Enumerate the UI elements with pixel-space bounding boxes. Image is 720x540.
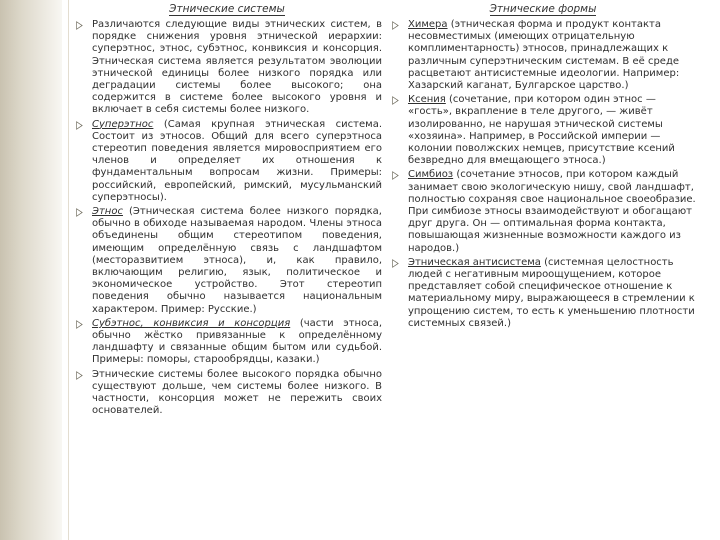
item-term: Этнос: [92, 206, 123, 218]
item-term: Химера: [408, 19, 448, 30]
item-text: (сочетание этносов, при котором каждый занимает свою экологическую нишу, свой ландшафт, полностью сохраняя свое национальное своеобразие. При симбиозе этносы взаимодействуют и обогащают друг друга. Он — оптимальная форма контакта, повышающая жизненные возможности каждого из народов.): [408, 169, 696, 254]
bullet-icon: [74, 20, 85, 31]
left-column-title: Этнические системы: [169, 3, 285, 15]
item-text: Этнические системы более высокого порядка обычно существуют дольше, чем системы более низкого. В частности, консорция может не пережить своих основателей.: [92, 368, 382, 417]
bullet-icon: [390, 95, 401, 106]
left-column: [72, 0, 382, 418]
item-term: Симбиоз: [408, 169, 454, 181]
list-item: [72, 206, 382, 316]
item-term: Суперэтнос: [92, 118, 154, 130]
item-term: Субэтнос, конвиксия и консорция: [92, 317, 291, 329]
item-text: (Этническая система более низкого порядка, обычно в обиходе называемая народом. Члены этноса объединены общим стереотипом поведения, имеющим определённую связь с ландшафтом (месторазвитием этноса), и, как правило, включающим религию, язык, политическое и экономическое устройство. Этот стереотип поведения обычно называется национальным характером. Пример: Русские.): [92, 206, 382, 315]
right-list: [388, 19, 698, 330]
item-text: (части этноса, обычно жёстко привязанные к определённому ландшафту и связанные общим бытом или судьбой. Примеры: поморы, старообрядцы, казаки.): [92, 317, 382, 366]
bullet-icon: [390, 20, 401, 31]
list-item: [388, 257, 698, 330]
bullet-icon: [74, 207, 85, 218]
left-list: [72, 19, 382, 418]
right-column: [388, 0, 698, 330]
bullet-icon: [390, 170, 401, 181]
item-term: Этническая антисистема: [408, 256, 541, 268]
edge-divider: [68, 0, 69, 540]
item-text: (Самая крупная этническая система. Состоит из этносов. Общий для всего суперэтноса стереотип поведения является мировосприятием его членов и определяет их отношения к фундаментальным вопросам жизни. Примеры: российский, европейский, римский, мусульманский суперэтносы).: [92, 118, 382, 203]
item-text: (этническая форма и продукт контакта несовместимых (имеющих отрицательную комплиментарность) этносов, принадлежащих к различным суперэтническим системам. В её среде расцветают антисистемные идеологии. Например: Хазарский каганат, Булгарское царство.): [408, 19, 680, 92]
item-text: (сочетание, при котором один этнос — «гость», вкрапление в теле другого, — живёт изолированно, не нарушая этнической системы «хозяина». Например, в Российской империи — колонии поволжских немцев, присутствие ксений безвредно для вмещающего этноса.): [408, 94, 675, 167]
item-text: (системная целостность людей с негативным мироощущением, которое представляет собой специфическое отношение к материальному миру, выражающееся в стремлении к упрощению систем, то есть к уменьшению плотности системных связей.): [408, 256, 695, 329]
item-term: Ксения: [408, 94, 446, 106]
right-column-title: Этнические формы: [489, 3, 597, 15]
item-text: Различаются следующие виды этнических систем, в порядке снижения уровня этнической иерархии: суперэтнос, этнос, субэтнос, конвиксия и консорция. Этническая система является результатом эволюции этнической единицы более низкого порядка или деградации системы более высокого; она содержится в системе более высокого уровня и включает в себя системы более низкого.: [92, 19, 382, 116]
bullet-icon: [74, 120, 85, 131]
bullet-icon: [74, 319, 85, 330]
bullet-icon: [390, 258, 401, 269]
list-item: [388, 19, 698, 92]
list-item: [72, 19, 382, 117]
list-item: [72, 318, 382, 367]
list-item: [388, 94, 698, 167]
list-item: [72, 119, 382, 204]
bullet-icon: [74, 370, 85, 381]
list-item: [388, 169, 698, 254]
decorative-edge: [0, 0, 62, 540]
list-item: [72, 369, 382, 418]
